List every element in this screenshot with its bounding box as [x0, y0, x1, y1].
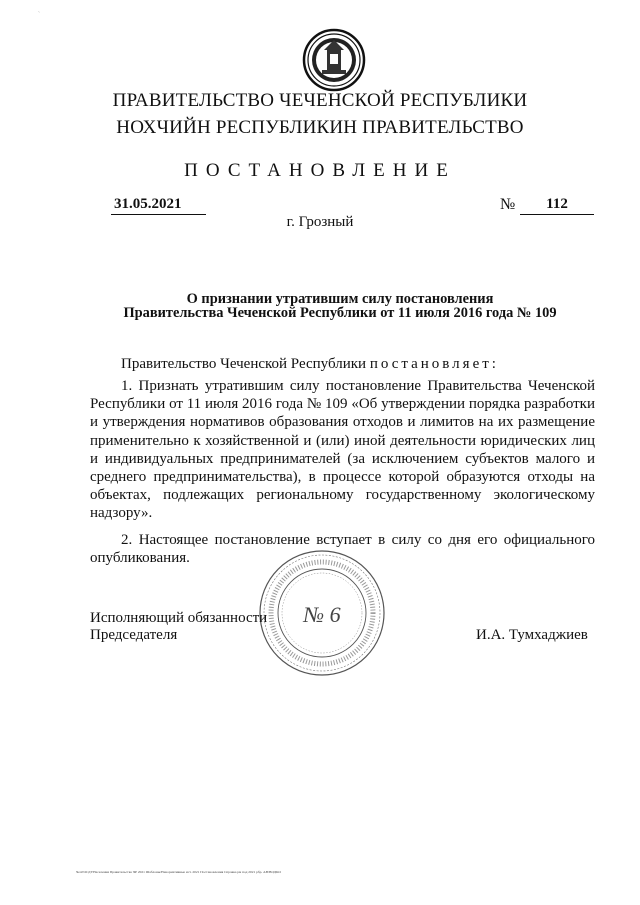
document-type-title: ПОСТАНОВЛЕНИЕ — [184, 160, 456, 181]
document-body — [90, 377, 595, 567]
resolution-lead — [121, 356, 499, 373]
signatory-name: И.А. Тумхаджиев — [476, 627, 588, 643]
subject-line-2: Правительства Чеченской Республики от 11 июля 2016 года № 109 — [123, 305, 557, 321]
lead-prefix: Правительство Чеченской Республики — [121, 356, 370, 372]
seal-number: № 6 — [303, 602, 341, 627]
signatory-line-2: Председателя — [90, 627, 178, 643]
signatory-line-1: Исполняющий обязанности — [90, 610, 268, 626]
number-sign: № — [500, 196, 516, 213]
scan-mark: ` — [38, 12, 40, 18]
organization-name-russian: ПРАВИТЕЛЬСТВО ЧЕЧЕНСКОЙ РЕСПУБЛИКИ — [112, 90, 528, 111]
lead-verb: постановляет: — [369, 356, 499, 372]
document-number: 112 — [520, 196, 594, 215]
official-seal-stamp — [257, 548, 387, 678]
subject-line-1: О признании утратившим силу постановления — [186, 291, 494, 307]
paragraph-1: 1. Признать утратившим силу постановление Правительства Чеченской Республики от 11 июля 2016 года № 109 «Об утверждении порядка разработки и утверждения нормативов образования отходов и лимитов на их размещение применительно к хозяйственной и (или) иной деятельности юридических лиц и индивидуальных предпринимателей (за исключением субъектов малого и среднего предпринимательства), в процессе которой образуются отходы на объектах, подлежащих региональному государственному экологическому надзору». — [90, 378, 595, 522]
signatory-position — [90, 610, 267, 644]
footer-file-path: ЧечГОСДУНаселения Правительства ЧР 2021 Шаблоны/Ненормативные ист. 2021 Постановления Справка рм под 2021 рбр. АВ/ВОДКО — [76, 870, 281, 874]
document-city: г. Грозный — [286, 214, 354, 230]
coat-of-arms-emblem — [302, 28, 366, 92]
paragraph-2: 2. Настоящее постановление вступает в силу со дня его официального опубликования. — [90, 531, 595, 566]
document-subject — [60, 292, 620, 320]
document-date: 31.05.2021 — [111, 196, 206, 215]
organization-name-chechen: НОХЧИЙН РЕСПУБЛИКИН ПРАВИТЕЛЬСТВО — [116, 117, 524, 138]
